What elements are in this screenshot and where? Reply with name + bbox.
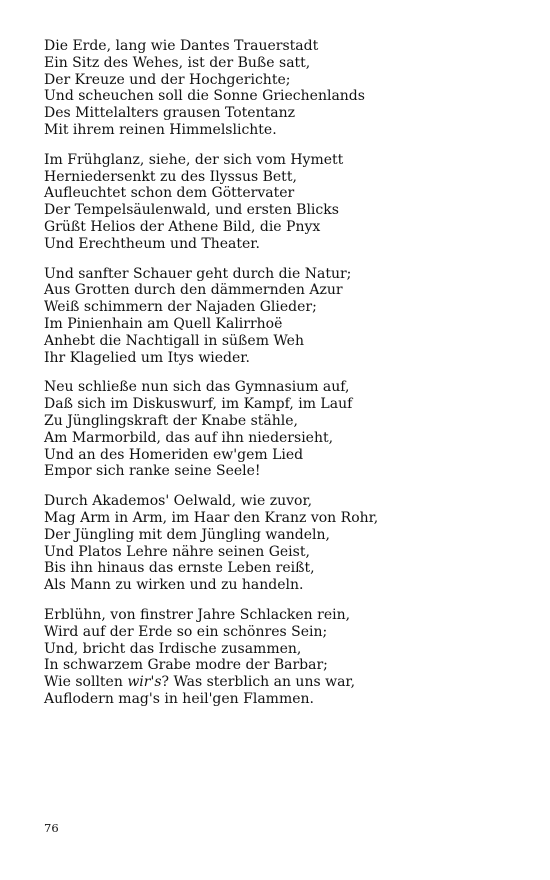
poem-line: Am Marmorbild, das auf ihn niedersieht,	[44, 429, 334, 446]
poem-line: Auflodern mag's in heil'gen Flammen.	[44, 690, 314, 707]
poem-line: Im Pinienhain am Quell Kalirrhoë	[44, 315, 283, 332]
stanza-1	[44, 38, 514, 139]
poem-line: Und sanfter Schauer geht durch die Natur;	[44, 265, 352, 282]
stanza-4	[44, 379, 514, 480]
poem-line: Neu schließe nun sich das Gymnasium auf,	[44, 379, 350, 396]
poem-line: Herniedersenkt zu des Ilyssus Bett,	[44, 168, 297, 185]
poem-line: Aufleuchtet schon dem Göttervater	[44, 185, 295, 202]
poem-line: Anhebt die Nachtigall in süßem Weh	[44, 332, 304, 349]
poem-line: Der Tempelsäulenwald, und ersten Blicks	[44, 202, 339, 219]
poem-line: Und Erechtheum und Theater.	[44, 235, 260, 252]
poem-line: Als Mann zu wirken und zu handeln.	[44, 577, 304, 594]
italic-word: wir's	[127, 674, 162, 691]
poem-line: Im Frühglanz, siehe, der sich vom Hymett	[44, 151, 344, 168]
poem-line: Grüßt Helios der Athene Bild, die Pnyx	[44, 218, 321, 235]
poem-line: Aus Grotten durch den dämmernden Azur	[44, 282, 343, 299]
line-text-end: ? Was sterblich an uns war,	[161, 674, 356, 691]
poem	[44, 38, 514, 721]
poem-line: Weiß schimmern der Najaden Glieder;	[44, 299, 317, 316]
poem-line: In schwarzem Grabe modre der Barbar;	[44, 657, 328, 674]
poem-line: Und Platos Lehre nähre seinen Geist,	[44, 543, 310, 560]
poem-line: Ein Sitz des Wehes, ist der Buße satt,	[44, 54, 311, 71]
poem-line: Mag Arm in Arm, im Haar den Kranz von Rohr,	[44, 509, 379, 526]
poem-line: Mit ihrem reinen Himmelslichte.	[44, 121, 277, 138]
page-number: 76	[44, 821, 59, 835]
poem-line: Der Jüngling mit dem Jüngling wandeln,	[44, 526, 330, 543]
poem-line: Der Kreuze und der Hochgerichte;	[44, 71, 291, 88]
stanza-5	[44, 493, 514, 594]
stanza-2	[44, 152, 514, 253]
poem-line: Und an des Homeriden ew'gem Lied	[44, 446, 304, 463]
poem-line: Daß sich im Diskuswurf, im Kampf, im Lauf	[44, 396, 353, 413]
poem-line: Durch Akademos' Oelwald, wie zuvor,	[44, 493, 313, 510]
poem-line-with-italic	[44, 674, 514, 691]
poem-line: Ihr Klagelied um Itys wieder.	[44, 349, 250, 366]
poem-line: Erblühn, von finstrer Jahre Schlacken rein,	[44, 606, 351, 623]
line-text-start: Wie sollten	[44, 674, 128, 691]
poem-line: Wird auf der Erde so ein schönres Sein;	[44, 623, 328, 640]
poem-line: Und, bricht das Irdische zusammen,	[44, 640, 302, 657]
stanza-6	[44, 607, 514, 708]
poem-line: Empor sich ranke seine Seele!	[44, 463, 261, 480]
poem-line: Bis ihn hinaus das ernste Leben reißt,	[44, 560, 315, 577]
stanza-3	[44, 266, 514, 367]
poem-line: Und scheuchen soll die Sonne Griechenlands	[44, 88, 365, 105]
poem-line: Des Mittelalters grausen Totentanz	[44, 105, 295, 122]
poem-line: Zu Jünglingskraft der Knabe stähle,	[44, 412, 298, 429]
poem-line: Die Erde, lang wie Dantes Trauerstadt	[44, 38, 319, 54]
